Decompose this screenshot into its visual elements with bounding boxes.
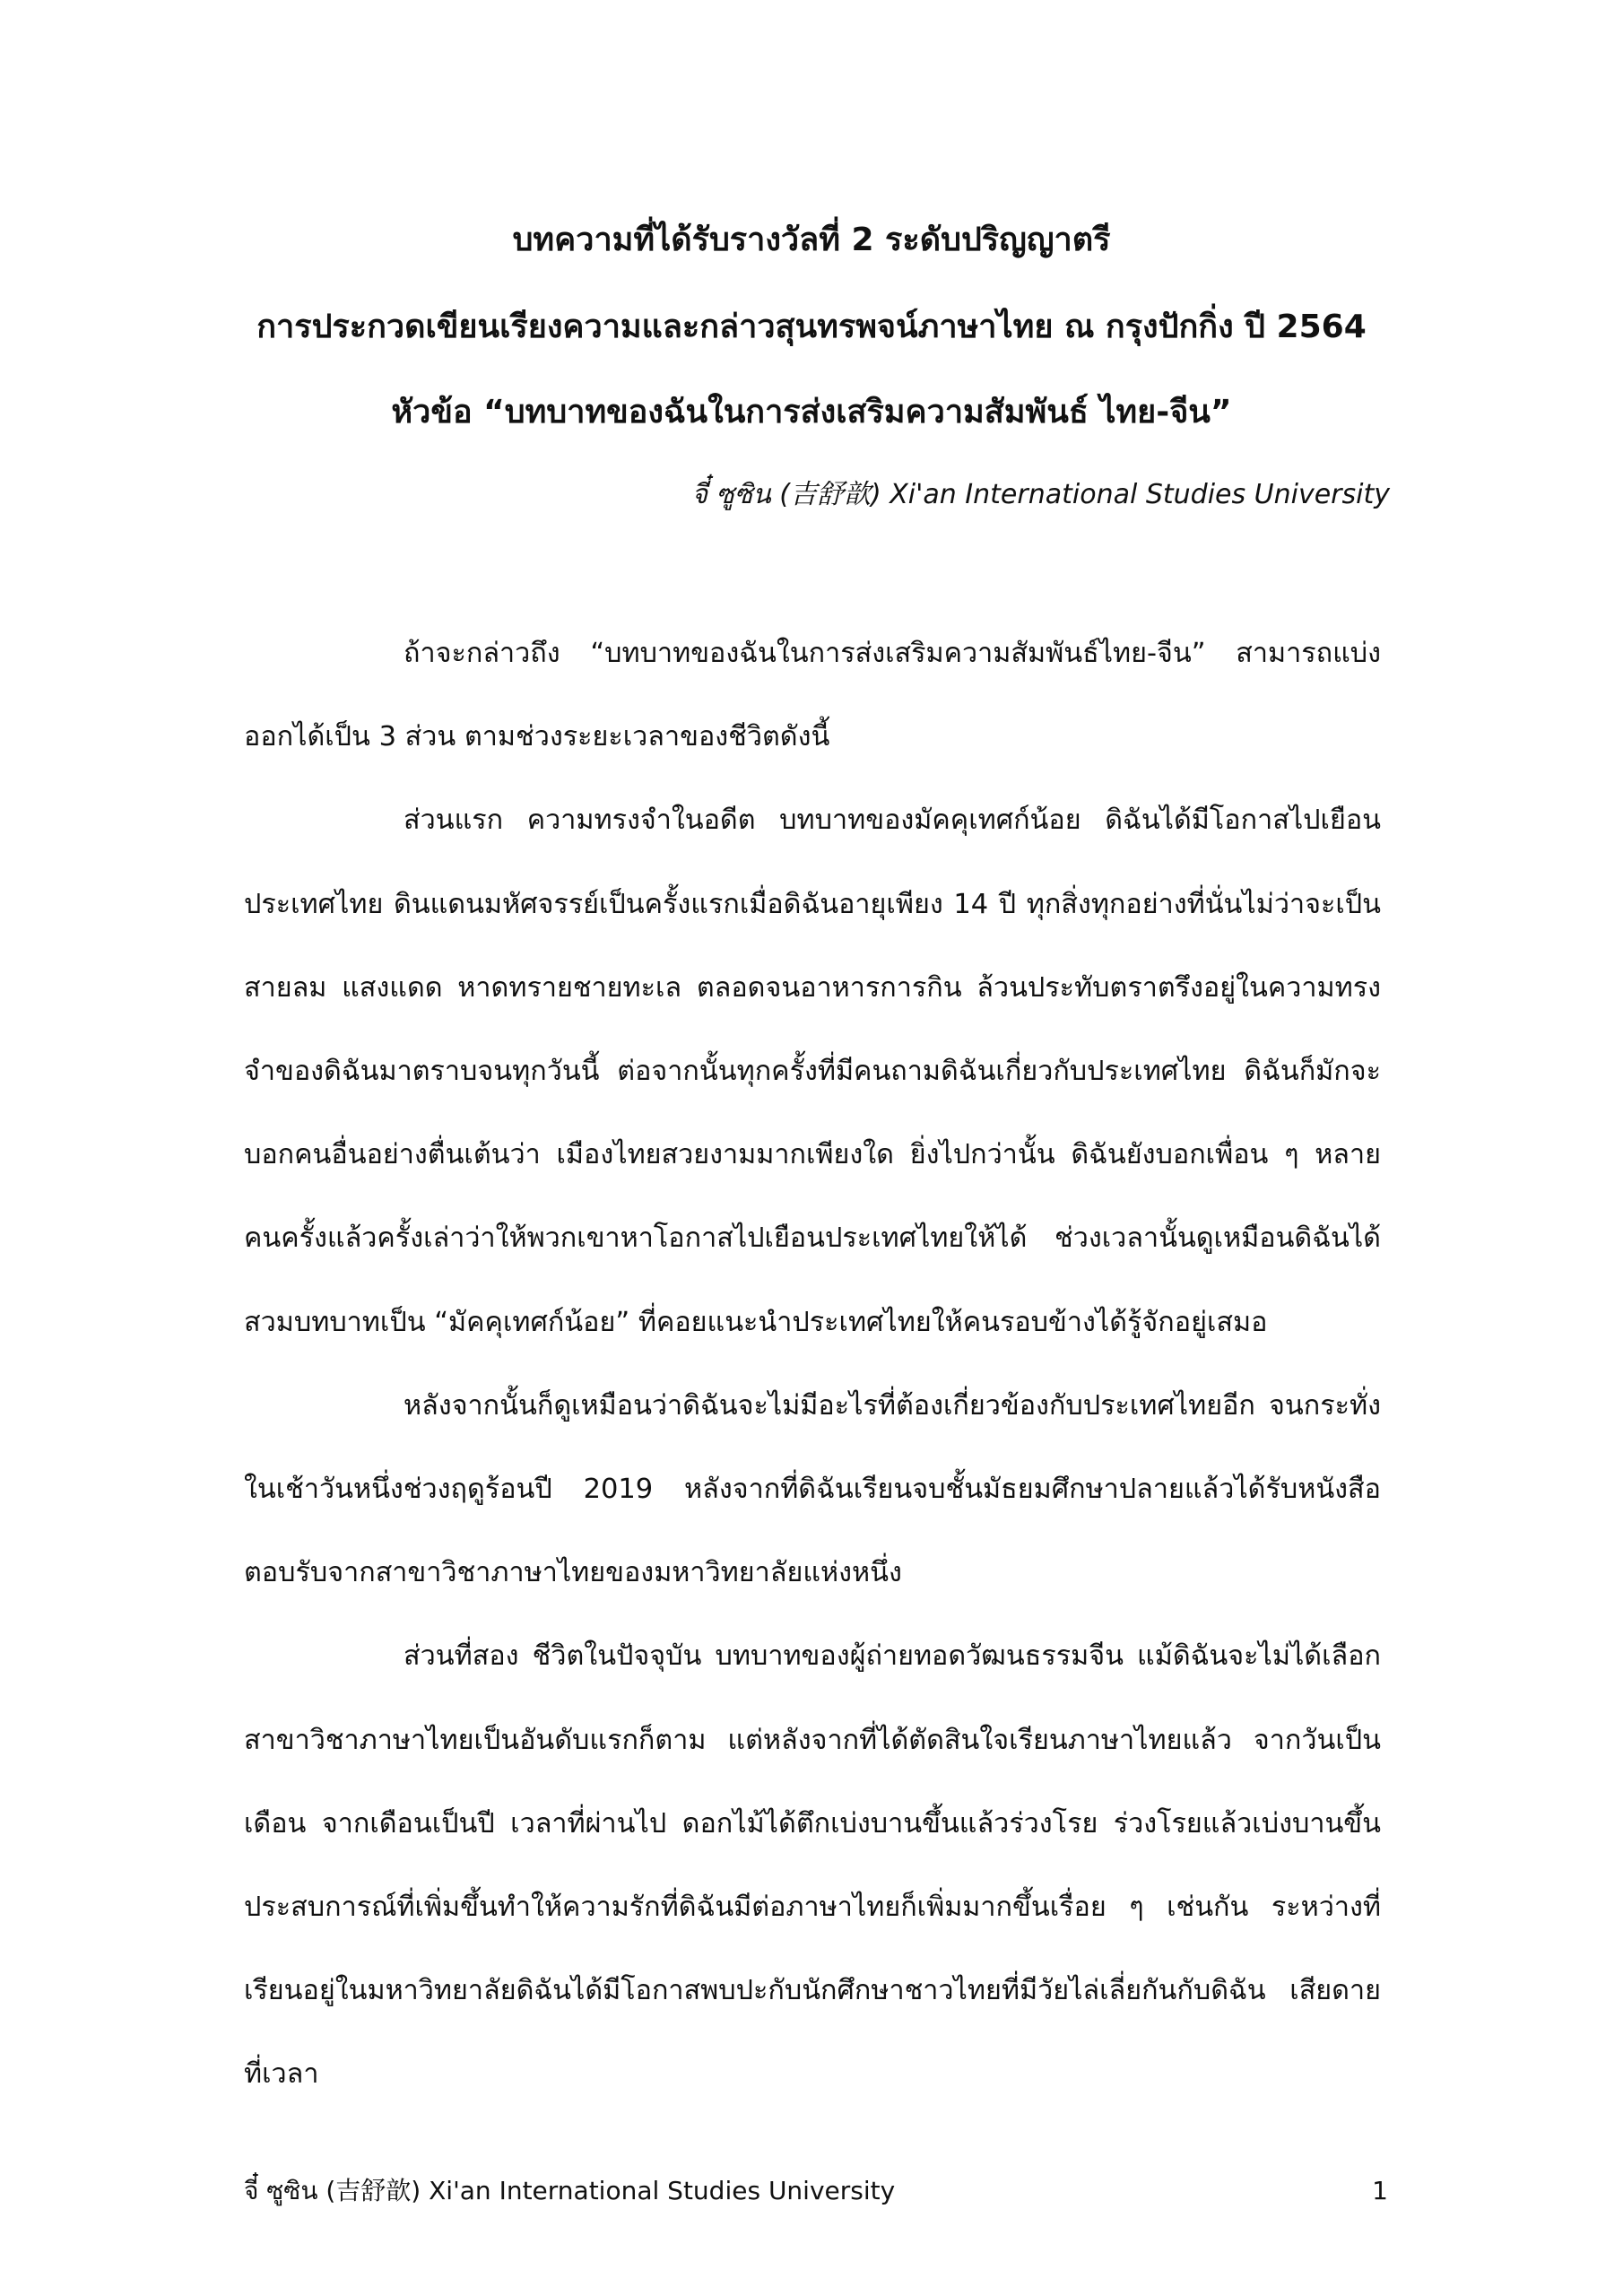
paragraph-intro: ถ้าจะกล่าวถึง “บทบาทของฉันในการส่งเสริมความสัมพันธ์ไทย-จีน” สามารถแบ่งออกได้เป็น 3 ส่วน ตามช่วงระยะเวลาของชีวิตดังนี้ — [244, 638, 1381, 753]
essay-award-title: บทความที่ได้รับรางวัลที่ 2 ระดับปริญญาตรี — [512, 222, 1111, 258]
page-number: 1 — [1372, 2176, 1388, 2205]
essay-topic-title: หัวข้อ “บทบาทของฉันในการส่งเสริมความสัมพันธ์ ไทย-จีน” — [391, 394, 1232, 430]
contest-title: การประกวดเขียนเรียงความและกล่าวสุนทรพจน์ภาษาไทย ณ กรุงปักกิ่ง ปี 2564 — [256, 309, 1367, 345]
author-line: จี๋ ซูซิน (吉舒歆) Xi'an International Studies University — [691, 479, 1390, 510]
paragraph-part-two: ส่วนที่สอง ชีวิตในปัจจุบัน บทบาทของผู้ถ่ายทอดวัฒนธรรมจีน แม้ดิฉันจะไม่ได้เลือกสาขาวิชาภาษาไทยเป็นอันดับแรกก็ตาม แต่หลังจากที่ได้ตัดสินใจเรียนภาษาไทยแล้ว จากวันเป็นเดือน จากเดือนเป็นปี เวลาที่ผ่านไป ดอกไม้ได้ตึกเบ่งบานขึ้นแล้วร่วงโรย ร่วงโรยแล้วเบ่งบานขึ้นประสบการณ์ที่เพิ่มขึ้นทำให้ความรักที่ดิฉันมีต่อภาษาไทยก็เพิ่มมากขึ้นเรื่อย ๆ เช่นกัน ระหว่างที่เรียนอยู่ในมหาวิทยาลัยดิฉันได้มีโอกาสพบปะกับนักศึกษาชาวไทยที่มีวัยไล่เลี่ยกันกับดิฉัน เสียดายที่เวลา — [244, 1640, 1381, 2091]
paragraph-transition: หลังจากนั้นก็ดูเหมือนว่าดิฉันจะไม่มีอะไรที่ต้องเกี่ยวข้องกับประเทศไทยอีก จนกระทั่งในเช้าวันหนึ่งช่วงฤดูร้อนปี 2019 หลังจากที่ดิฉันเรียนจบชั้นมัธยมศึกษาปลายแล้วได้รับหนังสือตอบรับจากสาขาวิชาภาษาไทยของมหาวิทยาลัยแห่งหนึ่ง — [244, 1389, 1381, 1589]
paragraph-part-one: ส่วนแรก ความทรงจำในอดีต บทบาทของมัคคุเทศก์น้อย ดิฉันได้มีโอกาสไปเยือนประเทศไทย ดินแดนมหัศจรรย์เป็นครั้งแรกเมื่อดิฉันอายุเพียง 14 ปี ทุกสิ่งทุกอย่างที่นั่นไม่ว่าจะเป็นสายลม แสงแดด หาดทรายชายทะเล ตลอดจนอาหารการกิน ล้วนประทับตราตรึงอยู่ในความทรงจำของดิฉันมาตราบจนทุกวันนี้ ต่อจากนั้นทุกครั้งที่มีคนถามดิฉันเกี่ยวกับประเทศไทย ดิฉันก็มักจะบอกคนอื่นอย่างตื่นเต้นว่า เมืองไทยสวยงามมากเพียงใด ยิ่งไปกว่านั้น ดิฉันยังบอกเพื่อน ๆ หลายคนครั้งแล้วครั้งเล่าว่าให้พวกเขาหาโอกาสไปเยือนประเทศไทยให้ได้ ช่วงเวลานั้นดูเหมือนดิฉันได้สวมบทบาทเป็น “มัคคุเทศก์น้อย” ที่คอยแนะนำประเทศไทยให้คนรอบข้างได้รู้จักอยู่เสมอ — [244, 804, 1381, 1338]
essay-body — [244, 612, 1381, 2117]
footer-author: จี๋ ซูซิน (吉舒歆) Xi'an International Studies University — [244, 2176, 896, 2205]
